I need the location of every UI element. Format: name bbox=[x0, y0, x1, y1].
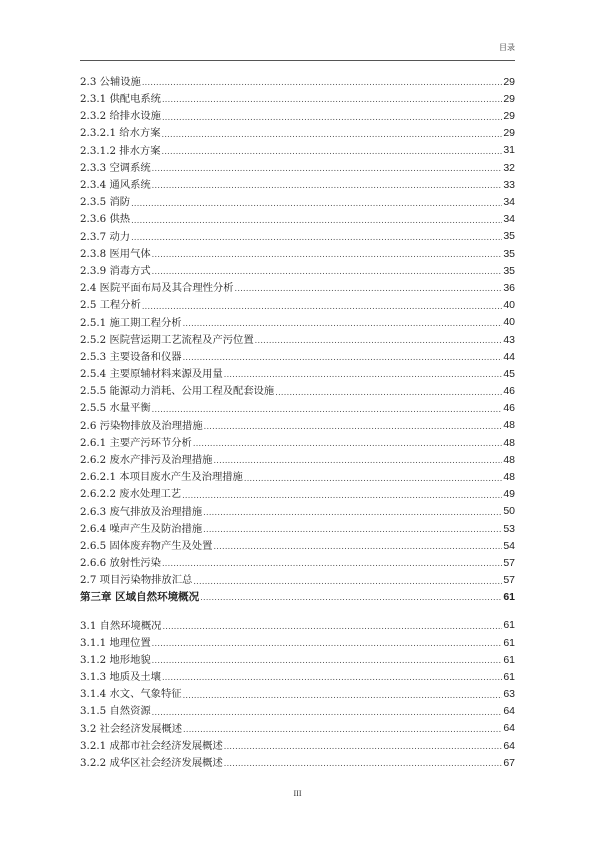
toc-entry-label: 2.3.2.1 给水方案 bbox=[80, 127, 161, 140]
toc-entry-page: 48 bbox=[503, 436, 515, 449]
toc-entry[interactable] bbox=[80, 665, 515, 682]
toc-entry[interactable] bbox=[80, 208, 515, 225]
toc-entry-label: 第三章 区域自然环境概况 bbox=[80, 591, 200, 604]
dot-leader bbox=[152, 709, 503, 717]
toc-entry[interactable] bbox=[80, 379, 515, 396]
dot-leader bbox=[213, 543, 502, 551]
dot-leader bbox=[142, 79, 502, 87]
toc-entry-page: 57 bbox=[503, 574, 515, 587]
dot-leader bbox=[152, 640, 503, 648]
toc-entry-page: 48 bbox=[503, 471, 515, 483]
dot-leader bbox=[162, 114, 502, 122]
toc-entry-label: 3.1.5 自然资源 bbox=[80, 705, 151, 718]
dot-leader bbox=[224, 743, 503, 751]
dot-leader bbox=[131, 217, 502, 225]
toc-entry-page: 36 bbox=[503, 281, 515, 294]
toc-entry[interactable] bbox=[80, 534, 515, 551]
toc-entry-label: 2.6.2.2 废水处理工艺 bbox=[80, 488, 182, 501]
toc-entry[interactable] bbox=[80, 87, 515, 104]
toc-entry[interactable] bbox=[80, 122, 515, 139]
toc-entry-label: 2.5.5 水量平衡 bbox=[80, 402, 151, 415]
toc-entry-page: 64 bbox=[503, 739, 515, 752]
toc-entry-page: 32 bbox=[503, 161, 515, 174]
dot-leader bbox=[152, 251, 503, 259]
dot-leader bbox=[152, 657, 503, 665]
toc-entry-page: 61 bbox=[503, 670, 515, 683]
toc-entry[interactable] bbox=[80, 682, 515, 699]
toc-entry[interactable] bbox=[80, 293, 515, 310]
dot-leader bbox=[193, 440, 502, 448]
dot-leader bbox=[162, 623, 502, 631]
dot-leader bbox=[203, 526, 502, 534]
toc-entry[interactable] bbox=[80, 500, 515, 517]
toc-entry-page: 67 bbox=[503, 756, 515, 769]
toc-entry[interactable] bbox=[80, 70, 515, 87]
dot-leader bbox=[203, 509, 502, 517]
toc-entry-label: 2.5.4 主要原辅材料来源及用量 bbox=[80, 368, 223, 381]
toc-entry-label: 2.3.1.2 排水方案 bbox=[80, 144, 161, 157]
toc-entry-label: 2.5.1 施工期工程分析 bbox=[80, 316, 182, 329]
dot-leader bbox=[224, 760, 503, 768]
dot-leader bbox=[235, 285, 503, 293]
toc-entry-label: 2.6 污染物排放及治理措施 bbox=[80, 419, 203, 432]
toc-entry[interactable] bbox=[80, 345, 515, 362]
toc-entry-label: 2.3.2 给排水设施 bbox=[80, 110, 161, 123]
toc-entry[interactable] bbox=[80, 259, 515, 276]
toc-entry[interactable] bbox=[80, 104, 515, 121]
toc-entry-page: 29 bbox=[503, 92, 515, 105]
toc-entry-page: 43 bbox=[503, 333, 515, 346]
dot-leader bbox=[131, 234, 502, 242]
dot-leader bbox=[255, 337, 503, 345]
toc-entry[interactable] bbox=[80, 517, 515, 534]
toc-entry-page: 49 bbox=[503, 488, 515, 501]
toc-entry-label: 2.3.4 通风系统 bbox=[80, 179, 151, 192]
toc-entry-page: 61 bbox=[503, 591, 515, 604]
toc-entry-label: 3.1.2 地形地貌 bbox=[80, 653, 151, 666]
dot-leader bbox=[213, 457, 502, 465]
toc-entry-page: 57 bbox=[503, 556, 515, 569]
toc-entry-page: 50 bbox=[503, 505, 515, 518]
dot-leader bbox=[162, 560, 502, 568]
toc-entry-page: 64 bbox=[503, 705, 515, 718]
toc-entry[interactable] bbox=[80, 242, 515, 259]
toc-entry-page: 29 bbox=[503, 127, 515, 140]
toc-entry-page: 35 bbox=[503, 230, 515, 243]
toc-entry-label: 2.5.2 医院营运期工艺流程及产污位置 bbox=[80, 333, 254, 346]
toc-entry[interactable] bbox=[80, 448, 515, 465]
toc-entry-label: 2.3.8 医用气体 bbox=[80, 247, 151, 260]
toc-entry-label: 2.6.2.1 本项目废水产生及治理措施 bbox=[80, 471, 243, 484]
toc-entry[interactable] bbox=[80, 551, 515, 568]
table-of-contents bbox=[80, 70, 515, 768]
toc-entry[interactable] bbox=[80, 614, 515, 631]
toc-entry[interactable] bbox=[80, 431, 515, 448]
toc-entry-page: 33 bbox=[503, 178, 515, 191]
dot-leader bbox=[152, 182, 503, 190]
page-number: III bbox=[293, 789, 302, 798]
toc-entry[interactable] bbox=[80, 751, 515, 768]
dot-leader bbox=[204, 423, 503, 431]
dot-leader bbox=[162, 131, 503, 139]
toc-entry-label: 2.3.7 动力 bbox=[80, 230, 131, 243]
dot-leader bbox=[200, 594, 502, 602]
toc-entry-label: 2.7 项目污染物排放汇总 bbox=[80, 574, 193, 587]
toc-entry[interactable] bbox=[80, 648, 515, 665]
toc-entry-label: 2.4 医院平面布局及其合理性分析 bbox=[80, 282, 234, 295]
toc-entry[interactable] bbox=[80, 276, 515, 293]
toc-entry[interactable] bbox=[80, 483, 515, 500]
toc-entry[interactable] bbox=[80, 328, 515, 345]
toc-entry-page: 54 bbox=[503, 539, 515, 552]
toc-entry[interactable] bbox=[80, 362, 515, 379]
toc-entry-page: 29 bbox=[503, 75, 515, 88]
dot-leader bbox=[152, 165, 503, 173]
toc-entry[interactable] bbox=[80, 700, 515, 717]
toc-entry-page: 53 bbox=[503, 522, 515, 535]
toc-entry-page: 34 bbox=[503, 196, 515, 208]
toc-entry-page: 63 bbox=[503, 688, 515, 701]
dot-leader bbox=[183, 692, 503, 700]
toc-entry[interactable] bbox=[80, 311, 515, 328]
toc-entry-label: 3.2.2 成华区社会经济发展概述 bbox=[80, 757, 223, 770]
toc-entry-page: 35 bbox=[503, 247, 515, 260]
toc-entry[interactable] bbox=[80, 156, 515, 173]
toc-entry-label: 2.6.1 主要产污环节分析 bbox=[80, 436, 192, 449]
toc-entry-page: 34 bbox=[503, 213, 515, 226]
toc-entry-label: 2.3.9 消毒方式 bbox=[80, 264, 151, 277]
running-header-title: 目录 bbox=[499, 43, 515, 52]
dot-leader bbox=[183, 726, 502, 734]
dot-leader bbox=[275, 389, 502, 397]
toc-entry[interactable] bbox=[80, 139, 515, 156]
dot-leader bbox=[244, 475, 502, 483]
dot-leader bbox=[152, 268, 503, 276]
dot-leader bbox=[131, 200, 502, 208]
toc-chapter-entry[interactable] bbox=[80, 586, 515, 614]
dot-leader bbox=[224, 371, 503, 379]
toc-entry-label: 2.6.4 噪声产生及防治措施 bbox=[80, 522, 203, 535]
dot-leader bbox=[183, 320, 503, 328]
toc-entry[interactable] bbox=[80, 734, 515, 751]
toc-entry-page: 46 bbox=[503, 385, 515, 398]
toc-entry-label: 2.3.5 消防 bbox=[80, 196, 131, 209]
toc-entry-page: 29 bbox=[503, 110, 515, 123]
toc-entry-page: 46 bbox=[503, 402, 515, 415]
toc-entry[interactable] bbox=[80, 717, 515, 734]
toc-entry-page: 35 bbox=[503, 264, 515, 277]
toc-entry-label: 3.1.1 地理位置 bbox=[80, 636, 151, 649]
toc-entry-page: 48 bbox=[503, 453, 515, 466]
toc-entry-label: 2.6.5 固体废弃物产生及处置 bbox=[80, 539, 213, 552]
toc-entry-label: 3.2 社会经济发展概述 bbox=[80, 722, 183, 735]
toc-entry-page: 61 bbox=[503, 636, 515, 649]
toc-entry-label: 2.5.3 主要设备和仪器 bbox=[80, 350, 182, 363]
toc-entry-label: 2.3.1 供配电系统 bbox=[80, 93, 161, 106]
dot-leader bbox=[193, 578, 502, 586]
toc-entry[interactable] bbox=[80, 568, 515, 585]
toc-entry[interactable] bbox=[80, 465, 515, 482]
toc-entry-page: 64 bbox=[503, 722, 515, 735]
toc-entry-page: 48 bbox=[503, 419, 515, 432]
toc-entry-page: 45 bbox=[503, 367, 515, 380]
toc-entry-page: 40 bbox=[503, 299, 515, 312]
dot-leader bbox=[162, 148, 503, 156]
toc-entry-page: 40 bbox=[503, 316, 515, 329]
toc-entry-label: 2.6.2 废水产排污及治理措施 bbox=[80, 454, 213, 467]
toc-entry-label: 2.6.6 放射性污染 bbox=[80, 557, 161, 570]
toc-entry[interactable] bbox=[80, 225, 515, 242]
toc-entry-label: 2.3.3 空调系统 bbox=[80, 161, 151, 174]
dot-leader bbox=[183, 354, 503, 362]
toc-entry[interactable] bbox=[80, 631, 515, 648]
toc-entry-label: 3.1 自然环境概况 bbox=[80, 619, 162, 632]
toc-entry[interactable] bbox=[80, 397, 515, 414]
toc-entry-label: 2.5.5 能源动力消耗、公用工程及配套设施 bbox=[80, 385, 275, 398]
toc-entry-label: 3.1.3 地质及土壤 bbox=[80, 671, 161, 684]
toc-entry-label: 2.3 公辅设施 bbox=[80, 75, 141, 88]
toc-entry-label: 3.2.1 成都市社会经济发展概述 bbox=[80, 739, 223, 752]
dot-leader bbox=[152, 406, 503, 414]
toc-entry-label: 3.1.4 水文、气象特征 bbox=[80, 688, 182, 701]
toc-entry[interactable] bbox=[80, 190, 515, 207]
toc-entry-label: 2.5 工程分析 bbox=[80, 299, 141, 312]
toc-entry[interactable] bbox=[80, 414, 515, 431]
dot-leader bbox=[182, 492, 502, 500]
toc-entry-page: 44 bbox=[503, 350, 515, 363]
toc-entry-page: 31 bbox=[503, 144, 515, 157]
toc-entry-page: 61 bbox=[503, 619, 515, 632]
dot-leader bbox=[162, 674, 502, 682]
toc-entry-label: 2.3.6 供热 bbox=[80, 213, 131, 226]
toc-entry-label: 2.6.3 废气排放及治理措施 bbox=[80, 505, 203, 518]
header-divider bbox=[80, 60, 515, 61]
dot-leader bbox=[162, 96, 502, 104]
toc-entry-page: 61 bbox=[503, 653, 515, 666]
dot-leader bbox=[142, 303, 502, 311]
toc-entry[interactable] bbox=[80, 173, 515, 190]
